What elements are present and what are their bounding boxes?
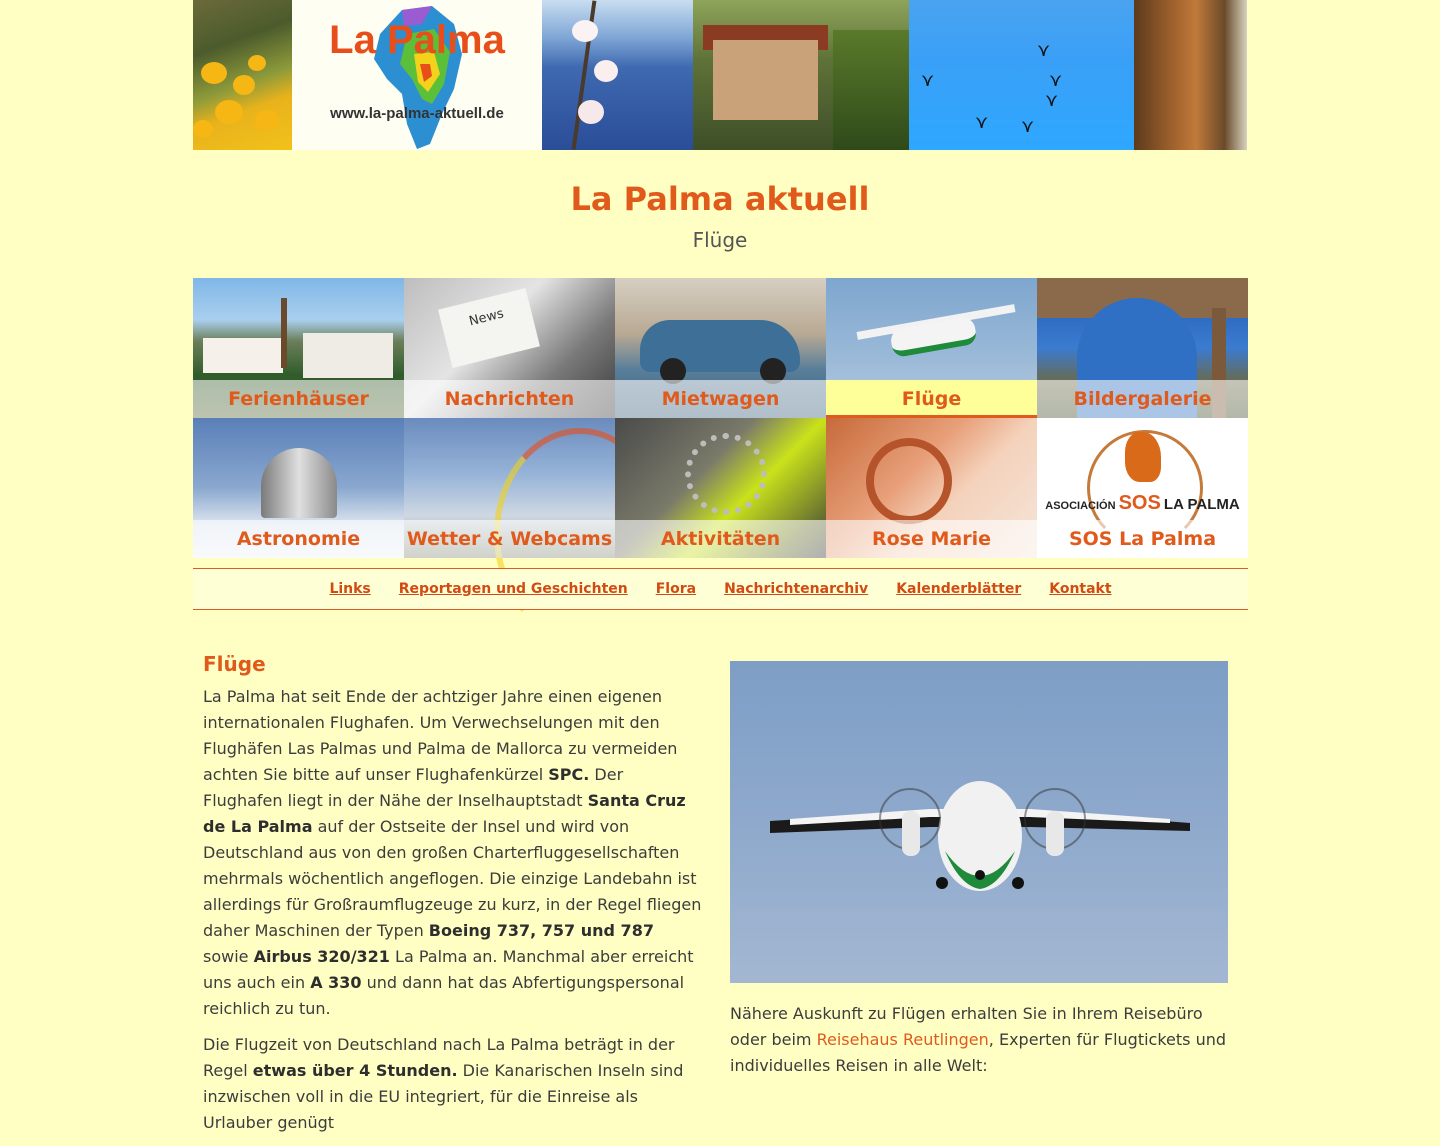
article-aside bbox=[730, 661, 1228, 1079]
subnav-kontakt[interactable]: Kontakt bbox=[1049, 581, 1112, 597]
logo-title: La Palma bbox=[329, 18, 505, 62]
site-title: La Palma aktuell bbox=[570, 180, 870, 218]
reisehaus-reutlingen-link[interactable]: Reisehaus Reutlingen bbox=[816, 1030, 989, 1049]
tile-label: Nachrichten bbox=[404, 380, 615, 418]
poppy-flowers-photo bbox=[193, 0, 292, 150]
almond-blossom-photo bbox=[542, 0, 693, 150]
plane-landing-photo bbox=[730, 661, 1228, 983]
article-content bbox=[203, 652, 703, 1146]
subnav-kalenderblaetter[interactable]: Kalenderblätter bbox=[896, 581, 1022, 597]
canarian-house-photo bbox=[693, 0, 909, 150]
rock-waterfall-photo bbox=[1134, 0, 1247, 150]
tile-fluege[interactable] bbox=[826, 278, 1037, 418]
main-navigation-tiles bbox=[193, 278, 1248, 558]
subnav-links[interactable]: Links bbox=[329, 581, 371, 597]
typewriter-paper: News bbox=[438, 288, 540, 368]
site-logo[interactable] bbox=[292, 0, 542, 150]
tile-ferienhaeuser[interactable] bbox=[193, 278, 404, 418]
header-image-strip bbox=[193, 0, 1247, 150]
sos-logo-main: SOS bbox=[1118, 492, 1161, 514]
tile-label: Mietwagen bbox=[615, 380, 826, 418]
subnav-nachrichtenarchiv[interactable]: Nachrichtenarchiv bbox=[724, 581, 869, 597]
tile-mietwagen[interactable] bbox=[615, 278, 826, 418]
birds-in-sky-photo: ⋎ ⋎ ⋎ ⋎ ⋎ ⋎ bbox=[909, 0, 1134, 150]
tile-label: Rose Marie bbox=[826, 520, 1037, 558]
secondary-navigation bbox=[193, 568, 1248, 610]
page-subtitle: Flüge bbox=[692, 228, 748, 252]
tile-label: Bildergalerie bbox=[1037, 380, 1248, 418]
tile-label: Astronomie bbox=[193, 520, 404, 558]
article-paragraph-2: Die Flugzeit von Deutschland nach La Palma beträgt in der Regel etwas über 4 Stunden. Die Kanarischen Inseln sind inzwischen voll in die EU integriert, für die Einreise als Urlauber genügt bbox=[203, 1035, 684, 1132]
tile-label: Ferienhäuser bbox=[193, 380, 404, 418]
article-heading: Flüge bbox=[203, 652, 266, 676]
tile-astronomie[interactable] bbox=[193, 418, 404, 558]
tile-label: SOS La Palma bbox=[1037, 520, 1248, 558]
article-paragraph-1: La Palma hat seit Ende der achtziger Jahre einen eigenen internationalen Flughafen. Um Verwechselungen mit den Flughäfen Las Palmas und Palma de Mallorca zu vermeiden achten Sie bitte auf unser Flughafenkürzel SPC. Der Flughafen liegt in der Nähe der Inselhauptstadt Santa Cruz de La Palma auf der Ostseite der Insel und wird von Deutschland aus von den großen Charterfluggesellschaften mehrmals wöchentlich angeflogen. Die einzige Landebahn ist allerdings für Großraumflugzeuge zu kurz, in der Regel fliegen daher Maschinen der Typen Boeing 737, 757 und 787 sowie Airbus 320/321 La Palma an. Manchmal aber erreicht uns auch ein A 330 und dann hat das Abfertigungspersonal reichlich zu tun. bbox=[203, 687, 702, 1018]
tile-rose-marie-daehncke[interactable] bbox=[826, 418, 1037, 558]
tile-nachrichten[interactable] bbox=[404, 278, 615, 418]
sos-logo-suffix: LA PALMA bbox=[1163, 496, 1240, 513]
subnav-reportagen[interactable]: Reportagen und Geschichten bbox=[398, 581, 628, 597]
sos-logo-prefix: ASOCIACIÓN bbox=[1045, 500, 1116, 512]
tile-aktivitaeten[interactable] bbox=[615, 418, 826, 558]
aside-paragraph: Nähere Auskunft zu Flügen erhalten Sie in Ihrem Reisebüro oder beim Reisehaus Reutlingen, Experten für Flugtickets und individuelles Reisen in alle Welt: bbox=[730, 1004, 1227, 1075]
logo-url: www.la-palma-aktuell.de bbox=[330, 105, 504, 122]
tile-wetter-webcams[interactable] bbox=[404, 418, 615, 558]
tile-label: Flüge bbox=[826, 380, 1037, 418]
tile-bildergalerie[interactable] bbox=[1037, 278, 1248, 418]
tile-label: Aktivitäten bbox=[615, 520, 826, 558]
subnav-flora[interactable]: Flora bbox=[655, 581, 697, 597]
turboprop-airplane-icon bbox=[730, 661, 1228, 983]
tile-label: Wetter & Webcams bbox=[404, 520, 615, 558]
tile-sos-la-palma[interactable] bbox=[1037, 418, 1248, 558]
